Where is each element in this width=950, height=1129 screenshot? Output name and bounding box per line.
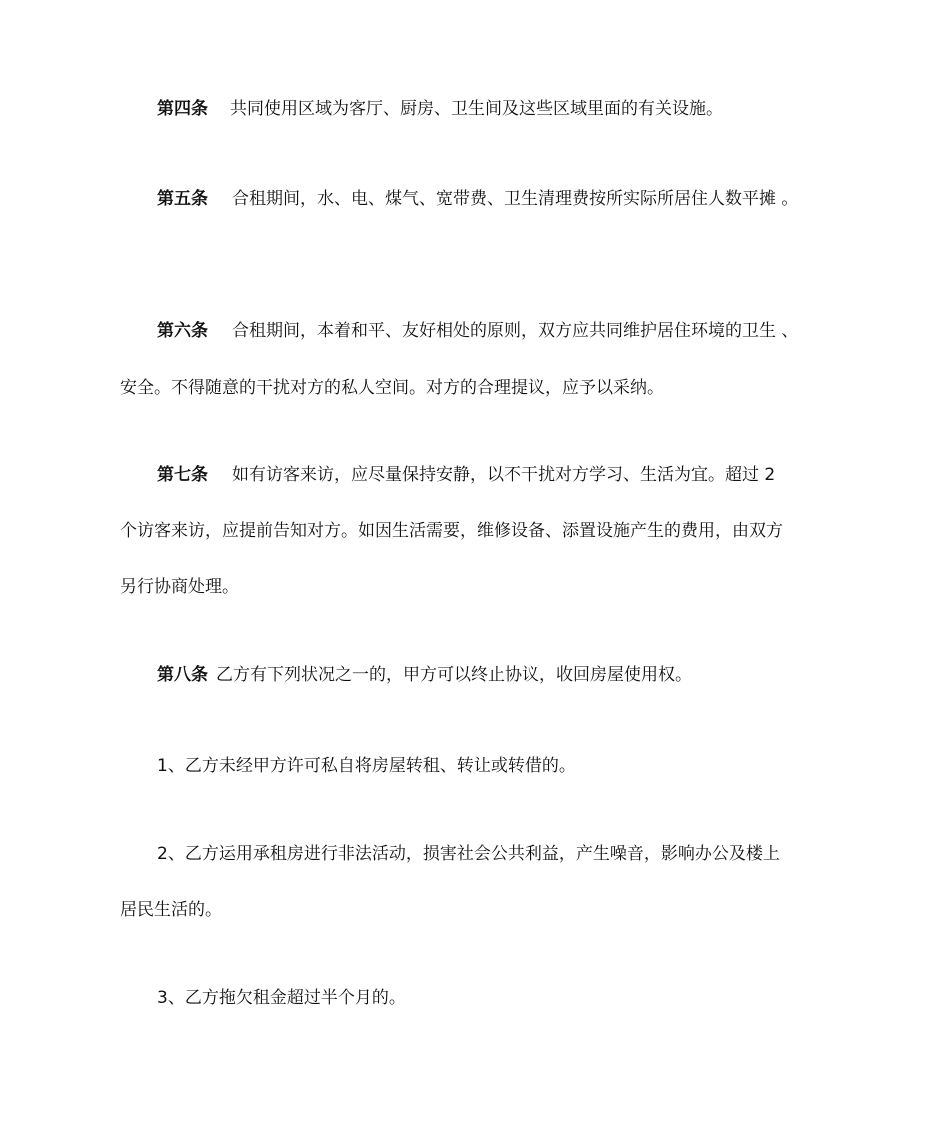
article-8-title: 第八条 [157, 665, 208, 685]
article-6 [157, 319, 847, 343]
article-7-title: 第七条 [157, 465, 208, 485]
article-6-text-line-2: 安全。不得随意的干扰对方的私人空间。对方的合理提议，应予以采纳。 [120, 378, 664, 398]
article-5-text-line-1: 合租期间，水、电、煤气、宽带费、卫生清理费按所实际所居住人数平摊 。 [232, 189, 799, 209]
article-6-text-line-1: 合租期间，本着和平、友好相处的原则，双方应共同维护居住环境的卫生 、 [232, 321, 799, 341]
article-6-title: 第六条 [157, 321, 208, 341]
article-4-text-line-1: 共同使用区域为客厅、厨房、卫生间及这些区域里面的有关设施。 [230, 99, 723, 119]
list-item-3: 3、乙方拖欠租金超过半个月的。 [157, 988, 406, 1008]
article-8-text-line-1: 乙方有下列状况之一的，甲方可以终止协议，收回房屋使用权。 [216, 665, 692, 685]
article-7-text-line-3: 另行协商处理。 [120, 577, 239, 597]
article-4-title: 第四条 [157, 99, 208, 119]
article-5 [157, 187, 847, 211]
list-item-2: 2、乙方运用承租房进行非法活动，损害社会公共利益，产生噪音，影响办公及楼上 [157, 844, 780, 864]
article-7 [157, 463, 847, 487]
article-7-text-line-1: 如有访客来访，应尽量保持安静，以不干扰对方学习、生活为宜。超过 2 [232, 465, 776, 485]
list-item-2-line-2: 居民生活的。 [120, 900, 222, 920]
list-item-1: 1、乙方未经甲方许可私自将房屋转租、转让或转借的。 [157, 756, 576, 776]
article-4 [157, 97, 847, 121]
article-5-title: 第五条 [157, 189, 208, 209]
article-8 [157, 663, 847, 687]
article-7-text-line-2: 个访客来访，应提前告知对方。如因生活需要，维修设备、添置设施产生的费用，由双方 [120, 521, 783, 541]
